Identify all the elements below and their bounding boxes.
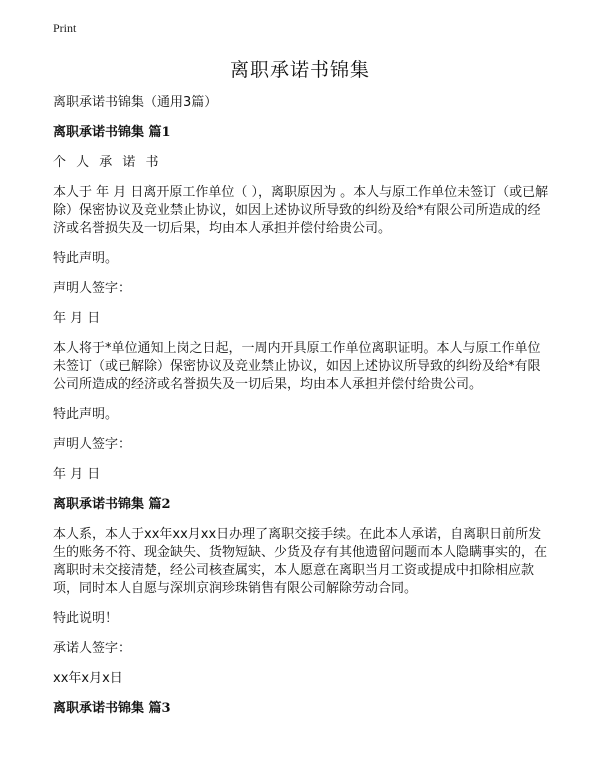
section1-paragraph: 声明人签字： (53, 281, 132, 296)
section-heading-2: 离职承诺书锦集 篇2 (53, 497, 171, 512)
section2-paragraph: xx年x月x日 (53, 671, 123, 686)
section1-paragraph: 本人将于*单位通知上岗之日起，一周内开具原工作单位离职证明。本人与原工作单位未签订（或已解除）保密协议及竞业禁止协议，如因上述协议所导致的纠纷及给*有限公司所造成的经济或名誉损失及一切后果，均由本人承担并偿付给贵公司。 (53, 341, 541, 392)
section1-paragraph-title: 个 人 承 诺 书 (53, 155, 162, 170)
section2-paragraph: 特此说明！ (53, 611, 119, 626)
section1-paragraph: 特此声明。 (53, 407, 119, 422)
section1-paragraph: 声明人签字： (53, 437, 132, 452)
section2-paragraph: 承诺人签字： (53, 641, 132, 656)
section-heading-1: 离职承诺书锦集 篇1 (53, 125, 171, 140)
document-title: 离职承诺书锦集 (229, 59, 370, 81)
section1-paragraph: 特此声明。 (53, 251, 119, 266)
section1-paragraph: 年 月 日 (53, 311, 101, 326)
document-subtitle: 离职承诺书锦集（通用3篇） (53, 95, 218, 110)
section1-paragraph: 年 月 日 (53, 467, 101, 482)
section2-paragraph: 本人系，本人于xx年xx月xx日办理了离职交接手续。在此本人承诺，自离职日前所发生的账务不符、现金缺失、货物短缺、少货及存有其他遗留问题而本人隐瞒事实的，在离职时未交接清楚，经公司核查属实，本人愿意在离职当月工资或提成中扣除相应款项，同时本人自愿与深圳京润珍珠销售有限公司解除劳动合同。 (53, 527, 548, 596)
print-label: Print (53, 21, 77, 35)
document-body (53, 94, 553, 728)
section1-paragraph: 本人于 年 月 日离开原工作单位（ ），离职原因为 。本人与原工作单位未签订（或已解除）保密协议及竞业禁止协议，如因上述协议所导致的纠纷及给*有限公司所造成的经济或名誉损失及一切后果，均由本人承担并偿付给贵公司。 (53, 185, 549, 236)
section-heading-3: 离职承诺书锦集 篇3 (53, 701, 171, 716)
